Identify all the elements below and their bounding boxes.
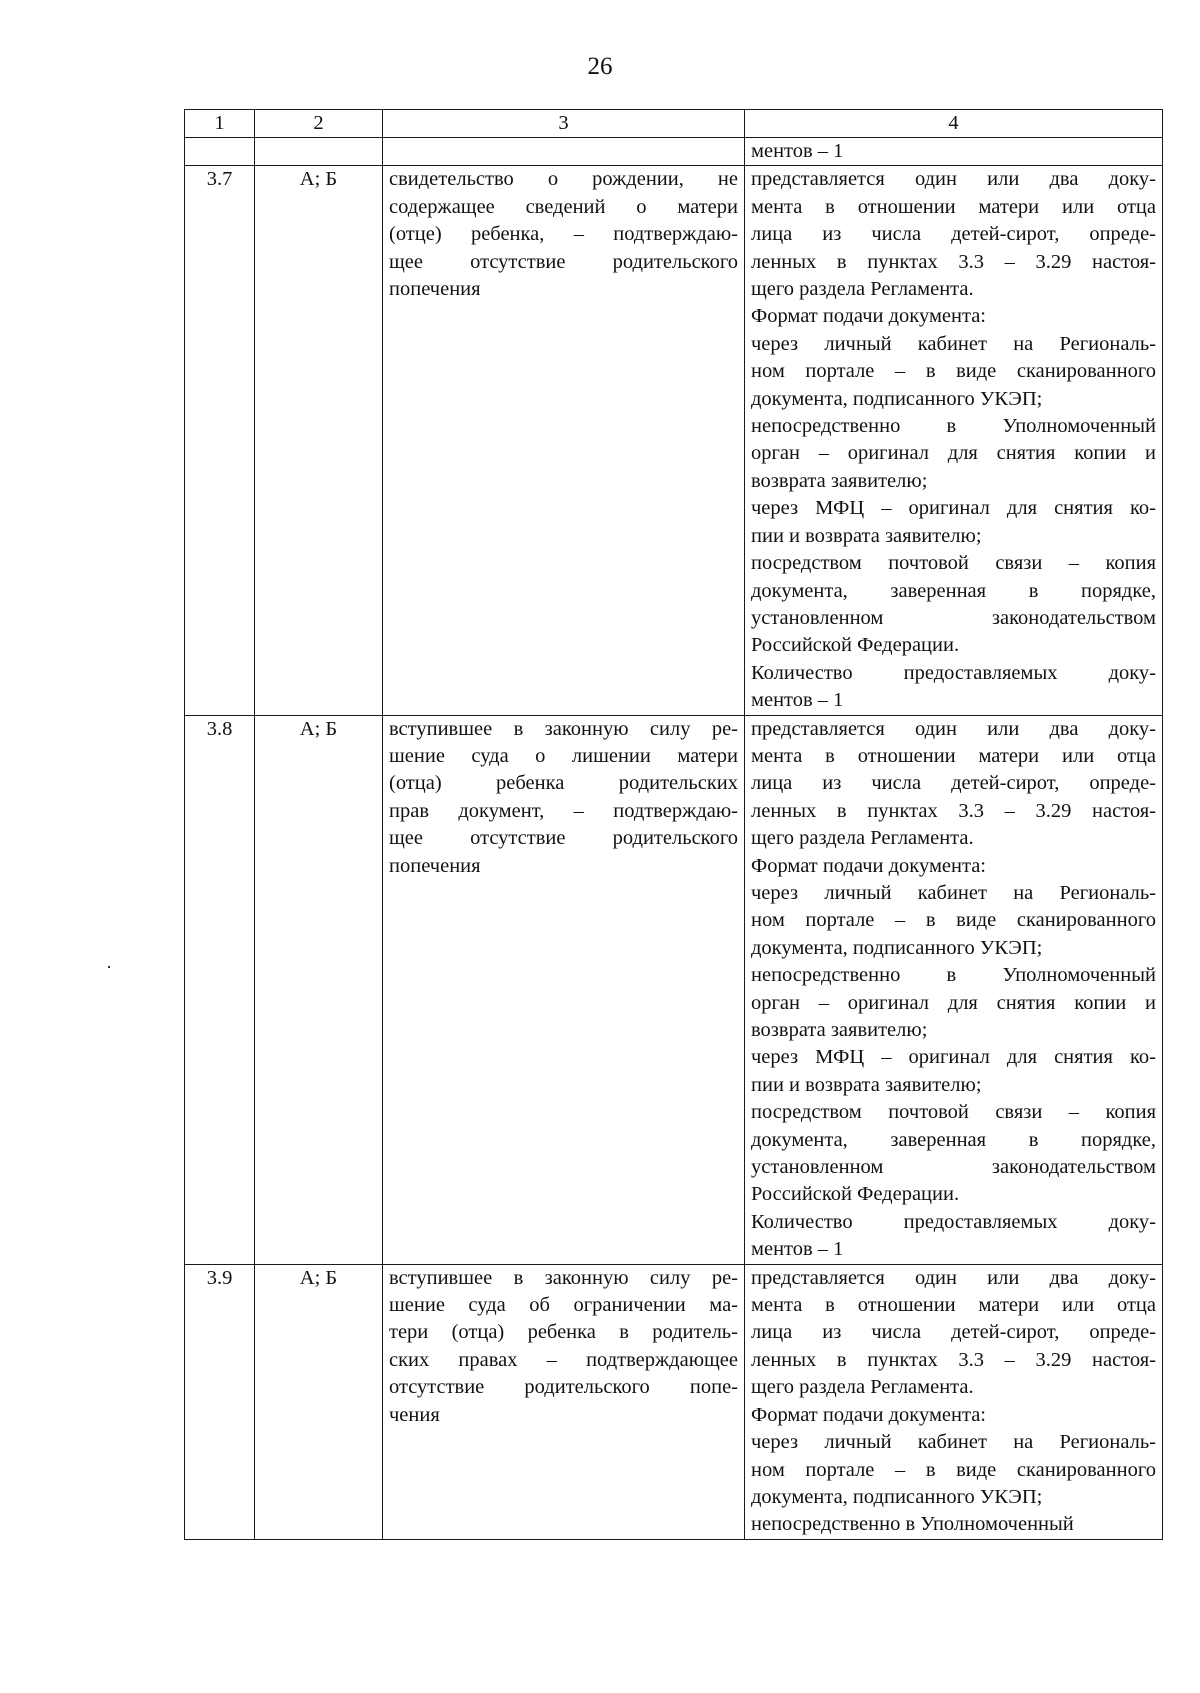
details-line: представляется один или два доку-: [751, 717, 1156, 740]
continuation-cell-description: [383, 138, 745, 166]
details-line: ленных в пунктах 3.3 – 3.29 настоя-: [751, 1348, 1156, 1371]
details-line: лица из числа детей-сирот, опреде-: [751, 1321, 1156, 1344]
column-header-4: 4: [745, 110, 1163, 138]
details-line: документа, подписанного УКЭП;: [751, 1485, 1043, 1508]
details-line: непосредственно в Уполномоченный: [751, 415, 1156, 438]
details-line: пии и возврата заявителю;: [751, 524, 982, 547]
description-line: щее отсутствие родительского: [389, 250, 738, 273]
column-header-1: 1: [185, 110, 255, 138]
description-line: отсутствие родительского попе-: [389, 1376, 738, 1399]
description-line: щее отсутствие родительского: [389, 827, 738, 850]
details-line: мента в отношении матери или отца: [751, 744, 1156, 767]
row-description: [383, 715, 745, 1264]
scan-speck: [108, 966, 110, 968]
details-line: Российской Федерации.: [751, 1183, 960, 1206]
details-line: Количество предоставляемых доку-: [751, 1210, 1156, 1233]
details-line: мента в отношении матери или отца: [751, 195, 1156, 218]
details-line: через личный кабинет на Региональ-: [751, 881, 1156, 904]
row-category: А; Б: [255, 715, 383, 1264]
column-header-2: 2: [255, 110, 383, 138]
details-line: через МФЦ – оригинал для снятия ко-: [751, 497, 1156, 520]
row-number: 3.7: [185, 166, 255, 715]
details-line: непосредственно в Уполномоченный: [751, 1513, 1074, 1536]
details-line: возврата заявителю;: [751, 1019, 928, 1041]
details-line: Формат подачи документа:: [751, 305, 986, 328]
description-line: вступившее в законную силу ре-: [389, 717, 738, 740]
details-line: через МФЦ – оригинал для снятия ко-: [751, 1046, 1156, 1069]
document-table: [184, 109, 1163, 1540]
row-number: 3.8: [185, 715, 255, 1264]
row-details: [745, 715, 1163, 1264]
row-category: А; Б: [255, 166, 383, 715]
details-line: документа, заверенная в порядке,: [751, 579, 1156, 602]
details-line: через личный кабинет на Региональ-: [751, 332, 1156, 355]
continuation-cell-category: [255, 138, 383, 166]
description-line: попечения: [389, 854, 481, 877]
details-line: лица из числа детей-сирот, опреде-: [751, 223, 1156, 246]
details-line: через личный кабинет на Региональ-: [751, 1431, 1156, 1454]
row-details: [745, 1264, 1163, 1539]
details-line: мента в отношении матери или отца: [751, 1294, 1156, 1317]
description-line: свидетельство о рождении, не: [389, 168, 738, 191]
page-number: 26: [587, 53, 613, 80]
continuation-cell-num: [185, 138, 255, 166]
details-line: ментов – 1: [751, 689, 844, 712]
table-row: [185, 715, 1163, 1264]
details-line: орган – оригинал для снятия копии и: [751, 991, 1156, 1014]
details-line: щего раздела Регламента.: [751, 278, 974, 301]
details-line: щего раздела Регламента.: [751, 1376, 974, 1399]
details-line: непосредственно в Уполномоченный: [751, 964, 1156, 987]
details-line: установленном законодательством: [751, 606, 1156, 629]
details-line: документа, подписанного УКЭП;: [751, 387, 1043, 410]
description-line: прав документ, – подтверждаю-: [389, 799, 738, 822]
details-line: посредством почтовой связи – копия: [751, 1101, 1156, 1124]
details-line: ленных в пунктах 3.3 – 3.29 настоя-: [751, 799, 1156, 822]
description-line: вступившее в законную силу ре-: [389, 1266, 738, 1289]
details-line: лица из числа детей-сирот, опреде-: [751, 772, 1156, 795]
details-line: Формат подачи документа:: [751, 1403, 986, 1426]
column-header-3: 3: [383, 110, 745, 138]
table-body: [185, 110, 1163, 1540]
description-line: шение суда об ограничении ма-: [389, 1294, 738, 1317]
details-line: Российской Федерации.: [751, 634, 960, 657]
description-line: тери (отца) ребенка в родитель-: [389, 1321, 738, 1344]
details-line: пии и возврата заявителю;: [751, 1073, 982, 1096]
description-line: (отце) ребенка, – подтверждаю-: [389, 223, 738, 246]
details-line: документа, подписанного УКЭП;: [751, 936, 1043, 959]
table-header-row: [185, 110, 1163, 138]
details-line: ном портале – в виде сканированного: [751, 909, 1156, 932]
details-line: установленном законодательством: [751, 1156, 1156, 1179]
row-description: [383, 1264, 745, 1539]
table-row: [185, 1264, 1163, 1539]
details-line: ментов – 1: [751, 1238, 844, 1261]
continuation-row: [185, 138, 1163, 166]
description-line: содержащее сведений о матери: [389, 195, 738, 218]
details-line: представляется один или два доку-: [751, 168, 1156, 191]
details-line: Формат подачи документа:: [751, 854, 986, 877]
continuation-cell-details: ментов – 1: [745, 138, 1163, 166]
row-description: [383, 166, 745, 715]
details-line: ленных в пунктах 3.3 – 3.29 настоя-: [751, 250, 1156, 273]
details-line: ном портале – в виде сканированного: [751, 360, 1156, 383]
description-line: шение суда о лишении матери: [389, 744, 738, 767]
details-line: представляется один или два доку-: [751, 1266, 1156, 1289]
description-line: (отца) ребенка родительских: [389, 772, 738, 795]
row-category: А; Б: [255, 1264, 383, 1539]
details-line: ном портале – в виде сканированного: [751, 1458, 1156, 1481]
details-line: орган – оригинал для снятия копии и: [751, 442, 1156, 465]
details-line: Количество предоставляемых доку-: [751, 661, 1156, 684]
description-line: попечения: [389, 278, 481, 301]
details-line: документа, заверенная в порядке,: [751, 1128, 1156, 1151]
table-row: [185, 166, 1163, 715]
description-line: чения: [389, 1403, 440, 1426]
row-details: [745, 166, 1163, 715]
details-line: посредством почтовой связи – копия: [751, 552, 1156, 575]
description-line: ских правах – подтверждающее: [389, 1348, 738, 1371]
row-number: 3.9: [185, 1264, 255, 1539]
details-line: возврата заявителю;: [751, 469, 928, 492]
details-line: щего раздела Регламента.: [751, 827, 974, 850]
